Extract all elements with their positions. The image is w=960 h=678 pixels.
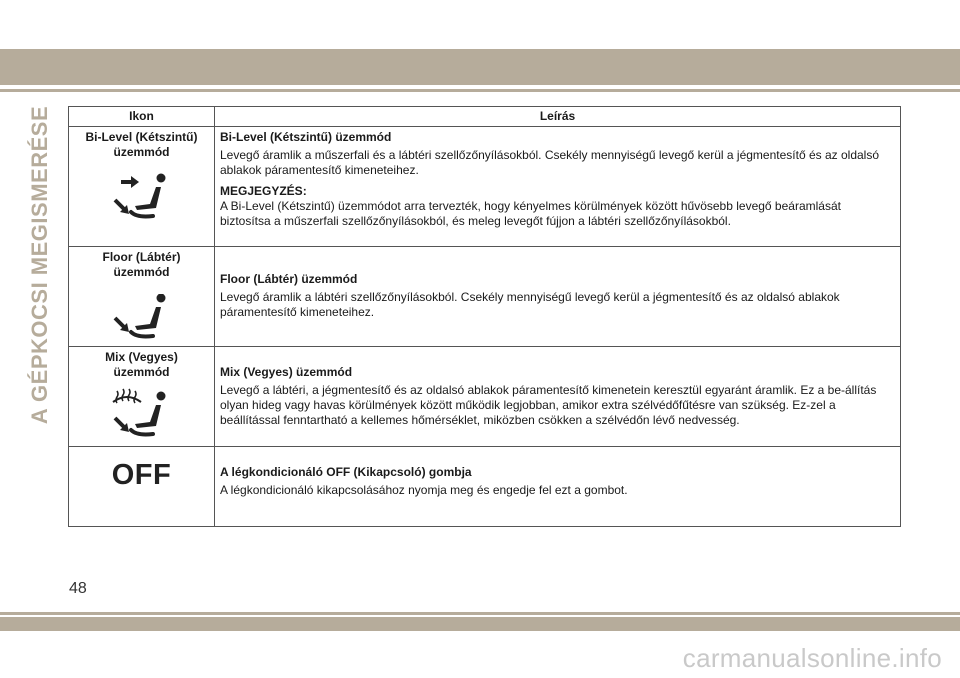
section-title-text: A GÉPKOCSI MEGISMERÉSE (27, 105, 52, 425)
table-row (69, 447, 901, 527)
note-label: MEGJEGYZÉS: (220, 184, 307, 198)
icon-cell (69, 447, 215, 527)
mode-title: Mix (Vegyes) üzemmód (220, 364, 353, 379)
icon-label-line-2: üzemmód (113, 365, 170, 379)
mode-description: A légkondicionáló kikapcsolásához nyomja meg és engedje fel ezt a gombot. (220, 483, 628, 497)
mode-description: Levegő a lábtéri, a jégmentesítő és az oldalsó ablakok páramentesítő kimenetein keresztül egyaránt áramlik. Ez a be-állítás olyan hideg vagy havas körülmények között működik legjobban, amikor extra szélvédőfűtésre van szükség. Ez-zel a beállítással fenntartható a kellemes hőmérséklet, miközben csökken a szélvédőn lévő nedvesség. (220, 382, 877, 427)
icon-cell (69, 127, 215, 247)
icon-label-line-2: üzemmód (113, 265, 170, 279)
mode-title: Floor (Lábtér) üzemmód (220, 272, 358, 286)
table-row (69, 127, 901, 247)
column-header-description: Leírás (215, 107, 901, 127)
description-cell (215, 127, 901, 247)
icon-label-line-1: Bi-Level (Kétszintű) (85, 130, 198, 144)
floor-vent-icon (107, 294, 177, 344)
climate-modes-table (68, 106, 901, 527)
icon-cell (69, 347, 215, 447)
table-row (69, 347, 901, 447)
description-cell (215, 347, 901, 447)
page-number: 48 (69, 580, 87, 597)
watermark: carmanualsonline.info (682, 643, 942, 673)
header-rule (0, 89, 960, 92)
icon-label-line-1: Mix (Vegyes) (105, 350, 178, 364)
footer-rule (0, 612, 960, 615)
mix-vent-icon (107, 388, 177, 442)
footer-band (0, 617, 960, 631)
icon-cell (69, 247, 215, 347)
icon-label-line-1: Floor (Lábtér) (102, 250, 181, 264)
table-header-row (69, 107, 901, 127)
mode-title: Bi-Level (Kétszintű) üzemmód (220, 130, 392, 144)
mode-title: A légkondicionáló OFF (Kikapcsoló) gombja (220, 465, 472, 479)
table-row (69, 247, 901, 347)
bi-level-vent-icon (107, 170, 177, 224)
mode-description: Levegő áramlik a lábtéri szellőzőnyílásokból. Csekély mennyiségű levegő kerül a jégmentesítő és az oldalsó ablakok páramentesítő kimeneteihez. (220, 290, 840, 319)
ac-off-icon: OFF (111, 459, 172, 491)
note-text: A Bi-Level (Kétszintű) üzemmódot arra tervezték, hogy kényelmes körülmények között hűvösebb levegő beáramlását biztosítsa a műszerfali szellőzőnyílásokból, és meleg levegőt fújjon a lábtéri szellőzőnyílásokból. (220, 199, 841, 228)
column-header-icon: Ikon (69, 107, 215, 127)
description-cell (215, 247, 901, 347)
mode-description: Levegő áramlik a műszerfali és a lábtéri szellőzőnyílásokból. Csekély mennyiségű levegő kerül a jégmentesítő és az oldalsó ablakok páramentesítő kimeneteihez. (220, 148, 880, 177)
description-cell (215, 447, 901, 527)
section-title (26, 100, 54, 430)
icon-label-line-2: üzemmód (113, 145, 170, 159)
header-band (0, 49, 960, 85)
